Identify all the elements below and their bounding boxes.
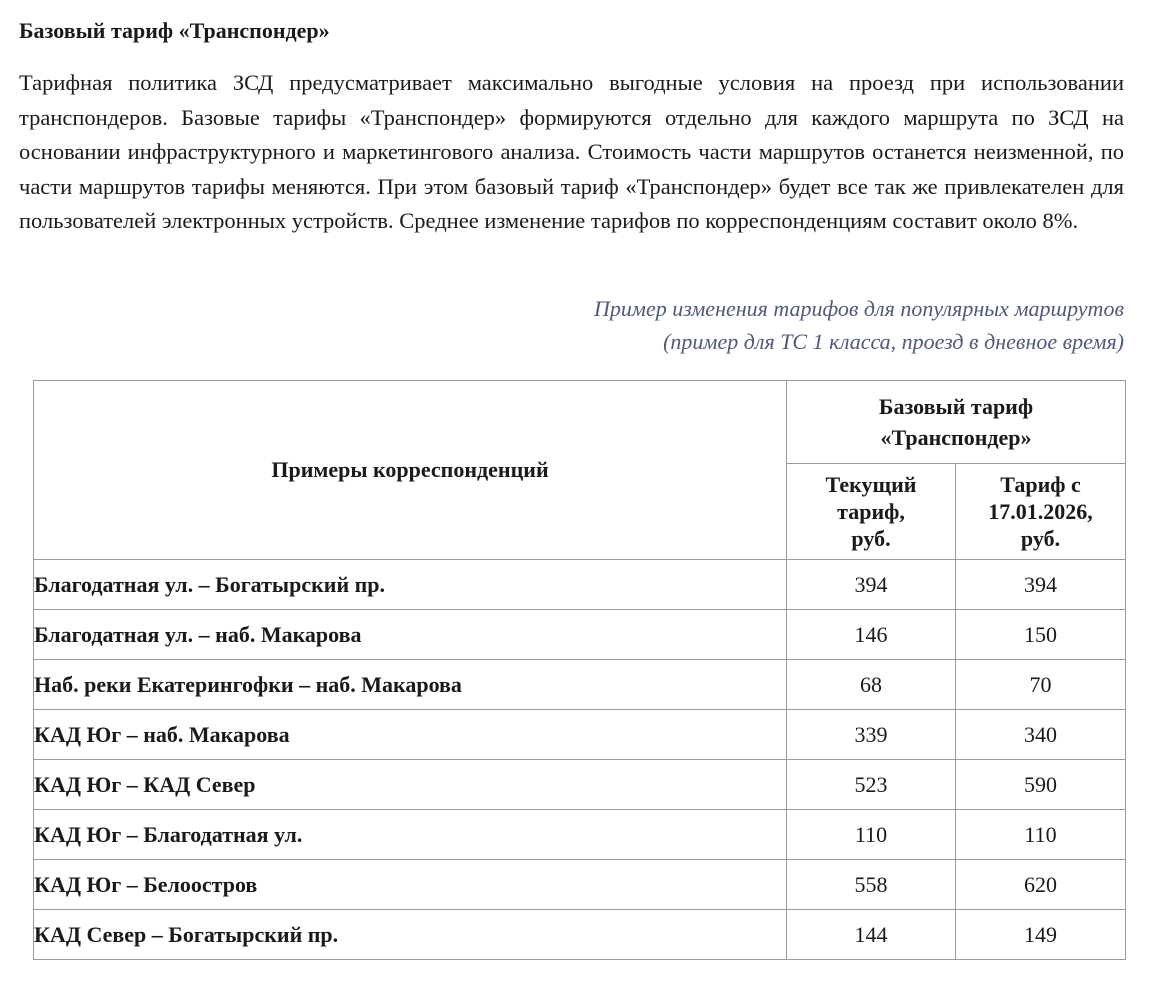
new-tariff-cell: 150 xyxy=(956,610,1126,660)
fares-table xyxy=(33,380,1126,960)
table-row xyxy=(34,760,1126,810)
caption-line-1: Пример изменения тарифов для популярных маршрутов xyxy=(594,296,1124,321)
header-current-tariff xyxy=(787,464,956,560)
header-base-tariff-text: Базовый тариф «Транспондер» xyxy=(878,394,1034,451)
table-row xyxy=(34,860,1126,910)
table-row xyxy=(34,610,1126,660)
route-cell: Наб. реки Екатерингофки – наб. Макарова xyxy=(34,660,787,710)
header-new-tariff xyxy=(956,464,1126,560)
table-row xyxy=(34,810,1126,860)
table-caption xyxy=(594,292,1124,358)
header-new-tariff-text: Тариф с 17.01.2026, руб. xyxy=(988,472,1093,552)
header-current-tariff-text: Текущий тариф, руб. xyxy=(825,472,917,552)
table-row xyxy=(34,710,1126,760)
header-base-tariff xyxy=(787,381,1126,464)
header-routes: Примеры корреспонденций xyxy=(34,381,787,560)
current-tariff-cell: 144 xyxy=(787,910,956,960)
route-cell: КАД Юг – Благодатная ул. xyxy=(34,810,787,860)
current-tariff-cell: 110 xyxy=(787,810,956,860)
route-cell: КАД Север – Богатырский пр. xyxy=(34,910,787,960)
current-tariff-cell: 394 xyxy=(787,560,956,610)
route-cell: Благодатная ул. – Богатырский пр. xyxy=(34,560,787,610)
new-tariff-cell: 70 xyxy=(956,660,1126,710)
current-tariff-cell: 146 xyxy=(787,610,956,660)
current-tariff-cell: 339 xyxy=(787,710,956,760)
intro-paragraph: Тарифная политика ЗСД предусматривает максимально выгодные условия на проезд при использовании транспондеров. Базовые тарифы «Транспондер» формируются отдельно для каждого маршрута по ЗСД на основании инфраструктурного и маркетингового анализа. Стоимость части маршрутов останется неизменной, по части маршрутов тарифы меняются. При этом базовый тариф «Транспондер» будет все так же привлекателен для пользователей электронных устройств. Среднее изменение тарифов по корреспонденциям составит около 8%. xyxy=(19,70,1124,233)
new-tariff-cell: 620 xyxy=(956,860,1126,910)
document-title: Базовый тариф «Транспондер» xyxy=(19,18,330,43)
caption-line-2: (пример для ТС 1 класса, проезд в дневное время) xyxy=(663,329,1124,354)
table-row xyxy=(34,660,1126,710)
current-tariff-cell: 558 xyxy=(787,860,956,910)
route-cell: КАД Юг – наб. Макарова xyxy=(34,710,787,760)
new-tariff-cell: 394 xyxy=(956,560,1126,610)
new-tariff-cell: 590 xyxy=(956,760,1126,810)
route-cell: КАД Юг – КАД Север xyxy=(34,760,787,810)
route-cell: КАД Юг – Белоостров xyxy=(34,860,787,910)
current-tariff-cell: 68 xyxy=(787,660,956,710)
route-cell: Благодатная ул. – наб. Макарова xyxy=(34,610,787,660)
current-tariff-cell: 523 xyxy=(787,760,956,810)
table-row xyxy=(34,560,1126,610)
new-tariff-cell: 110 xyxy=(956,810,1126,860)
new-tariff-cell: 340 xyxy=(956,710,1126,760)
table-row xyxy=(34,910,1126,960)
new-tariff-cell: 149 xyxy=(956,910,1126,960)
